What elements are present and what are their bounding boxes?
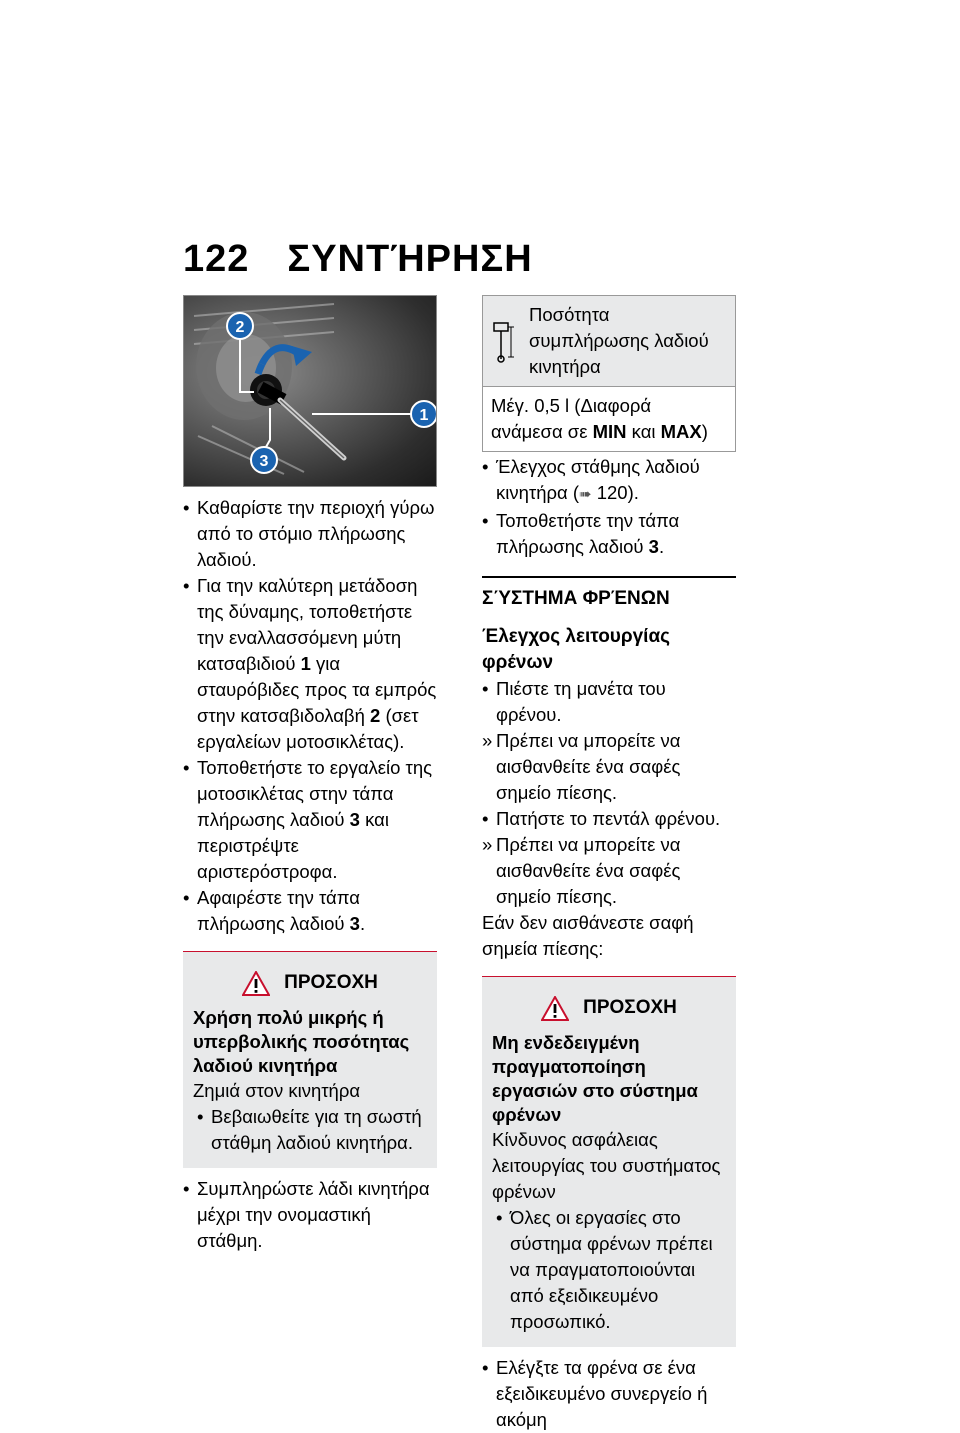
step-install-cap: • Τοποθετήστε την τάπα πλήρωσης λαδιού 3. [482, 508, 736, 560]
warning-consequence: Ζημιά στον κινητήρα [193, 1080, 361, 1101]
spec-value: Μέγ. 0,5 l (Διαφορά ανάμεσα σε MIN και MAX) [491, 395, 708, 442]
step-remove-cap: • Αφαιρέστε την τάπα πλήρωσης λαδιού 3. [183, 885, 437, 937]
step-check-level: • Έλεγχος στάθμης λαδιού κινητήρα (➠ 120). [482, 454, 736, 508]
svg-text:2: 2 [235, 319, 245, 336]
warning-label-2: ΠΡΟΣΟΧΗ [583, 997, 677, 1018]
sub-title: Έλεγχος λειτουργίας φρένων [482, 626, 671, 673]
warning-actions-2 [492, 1205, 726, 1335]
warning-box-oil [183, 952, 437, 1168]
chapter-title: ΣΥΝΤΉΡΗΣΗ [287, 238, 533, 280]
step-workshop: • Ελέγξτε τα φρένα σε ένα εξειδικευμένο συνεργείο ή ακόμη [482, 1355, 736, 1433]
warning-title-2: Μη ενδεδειγμένη πραγματοποίηση εργασιών στο σύστημα φρένων [492, 1032, 698, 1125]
warning-actions [193, 1104, 427, 1156]
section-title: ΣΎΣΤΗΜΑ ΦΡΈΝΩΝ [482, 588, 670, 609]
warning-label: ΠΡΟΣΟΧΗ [284, 972, 378, 993]
page-ref-arrow-icon: ➠ [579, 486, 592, 503]
oil-filler-illustration [184, 296, 437, 487]
spec-table [482, 295, 736, 452]
section-rule [482, 576, 736, 578]
warning-triangle-icon [242, 971, 270, 996]
callout-1 [411, 401, 437, 427]
warning-consequence-2: Κίνδυνος ασφάλειας λειτουργίας του συστήματος φρένων [492, 1129, 721, 1202]
warning-action: • Βεβαιωθείτε για τη σωστή στάθμη λαδιού κινητήρα. [193, 1104, 427, 1156]
warning-triangle-icon [541, 996, 569, 1021]
right-column [482, 295, 736, 1433]
oil-dipstick-icon [491, 319, 515, 363]
brake-note: Εάν δεν αισθάνεστε σαφή σημεία πίεσης: [482, 912, 694, 959]
brake-step-2: • Πατήστε το πεντάλ φρένου. [482, 806, 736, 832]
step-turn-cap: • Τοποθετήστε το εργαλείο της μοτοσικλέτας στην τάπα πλήρωσης λαδιού 3 και περιστρέψτε αριστερόστροφα. [183, 755, 437, 885]
brake-result-2: » Πρέπει να μπορείτε να αισθανθείτε ένα σαφές σημείο πίεσης. [482, 832, 736, 910]
warning-title: Χρήση πολύ μικρής ή υπερβολικής ποσότητας λαδιού κινητήρα [193, 1007, 410, 1076]
svg-text:1: 1 [419, 407, 429, 424]
procedure-steps-4 [482, 1355, 736, 1433]
warning-box-brakes [482, 977, 736, 1347]
svg-text:3: 3 [259, 453, 269, 470]
warning-header [193, 970, 427, 996]
brake-step-1: • Πιέστε τη μανέτα του φρένου. [482, 676, 736, 728]
callout-2 [227, 313, 253, 339]
warning-action-2: • Όλες οι εργασίες στο σύστημα φρένων πρέπει να πραγματοποιούνται από εξειδικευμένο προσωπικό. [492, 1205, 726, 1335]
page-number: 122 [183, 238, 250, 280]
left-column [183, 295, 437, 1254]
brake-check-steps [482, 676, 736, 910]
warning-header-2 [492, 995, 726, 1021]
procedure-steps-2 [183, 1176, 437, 1254]
callout-3 [251, 447, 277, 473]
procedure-steps [183, 495, 437, 937]
spec-label-row [483, 296, 735, 387]
procedure-steps-3 [482, 454, 736, 560]
page-header [183, 238, 533, 281]
step-fill-oil: • Συμπληρώστε λάδι κινητήρα μέχρι την ονομαστική στάθμη. [183, 1176, 437, 1254]
engine-oil-filler-photo [183, 295, 437, 487]
step-bit: • Για την καλύτερη μετάδοση της δύναμης, τοποθετήστε την εναλλασσόμενη μύτη κατσαβιδιού 1 για σταυρόβιδες προς τα εμπρός στην κατσαβιδολαβή 2 (σετ εργαλείων μοτοσικλέτας). [183, 573, 437, 755]
spec-label: Ποσότητα συμπλήρωσης λαδιού κινητήρα [529, 304, 709, 377]
brake-result-1: » Πρέπει να μπορείτε να αισθανθείτε ένα σαφές σημείο πίεσης. [482, 728, 736, 806]
step-clean-area: • Καθαρίστε την περιοχή γύρω από το στόμιο πλήρωσης λαδιού. [183, 495, 437, 573]
